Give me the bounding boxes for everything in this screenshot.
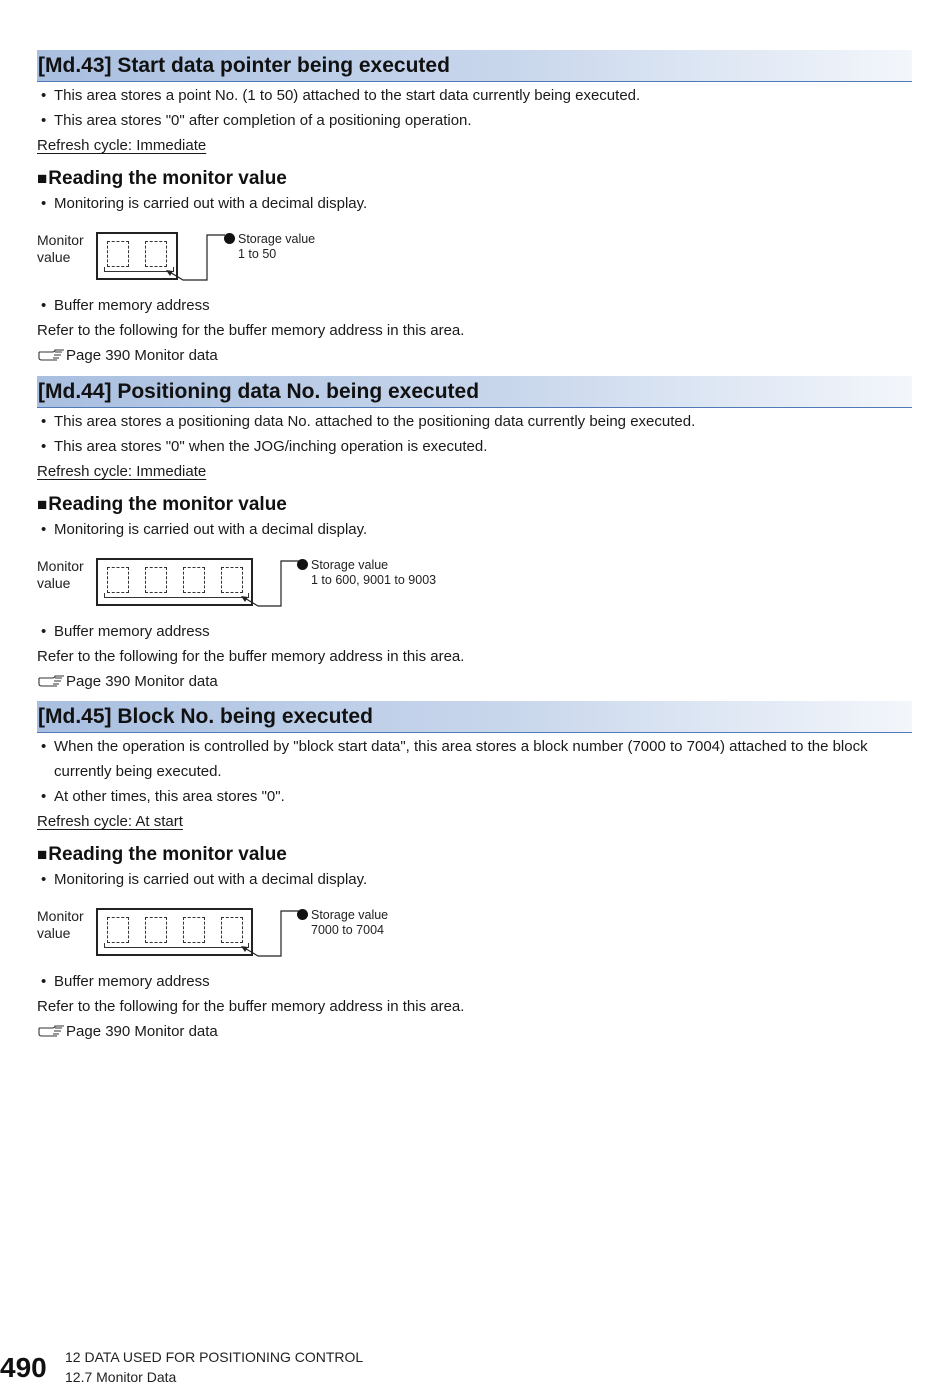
- dot-icon: [297, 559, 308, 570]
- monitor-label: Monitor value: [37, 232, 84, 265]
- list-item: • This area stores "0" when the JOG/inching operation is executed.: [37, 434, 912, 459]
- storage-info: Storage value 7000 to 7004: [297, 908, 388, 938]
- section-md45: [37, 701, 912, 1044]
- square-bullet-icon: ■: [37, 845, 48, 864]
- monitor-note: • Monitoring is carried out with a decimal display.: [37, 867, 912, 892]
- list-item: • At other times, this area stores "0".: [37, 784, 912, 809]
- section-md43: [37, 50, 912, 368]
- page-reference-link[interactable]: Page 390 Monitor data: [37, 343, 912, 368]
- section-title: [Md.44] Positioning data No. being executed: [37, 376, 912, 408]
- list-item: • This area stores a point No. (1 to 50) attached to the start data currently being executed.: [37, 83, 912, 108]
- footer-breadcrumb: [65, 1347, 363, 1387]
- refresh-cycle: Refresh cycle: At start: [37, 813, 183, 830]
- buffer-memory-item: • Buffer memory address: [37, 293, 912, 318]
- page-reference-link[interactable]: Page 390 Monitor data: [37, 669, 912, 694]
- subheading: ■Reading the monitor value: [37, 494, 287, 515]
- leader-line: [37, 556, 307, 616]
- footer-section: 12.7 Monitor Data: [65, 1369, 177, 1385]
- monitor-diagram: [37, 230, 912, 290]
- square-bullet-icon: ■: [37, 169, 48, 188]
- monitor-note: • Monitoring is carried out with a decimal display.: [37, 191, 912, 216]
- refer-text: Refer to the following for the buffer memory address in this area.: [37, 998, 465, 1015]
- list-item: • This area stores a positioning data No. attached to the positioning data currently being executed.: [37, 409, 912, 434]
- square-bullet-icon: ■: [37, 495, 48, 514]
- buffer-memory-item: • Buffer memory address: [37, 969, 912, 994]
- subheading: ■Reading the monitor value: [37, 844, 287, 865]
- monitor-diagram: [37, 556, 912, 616]
- list-item: • When the operation is controlled by "block start data", this area stores a block number (7000 to 7004) attached to the block currently being executed.: [37, 734, 912, 784]
- description-list: [37, 734, 912, 809]
- section-md44: [37, 376, 912, 694]
- description-list: [37, 409, 912, 459]
- refresh-cycle: Refresh cycle: Immediate: [37, 463, 207, 480]
- pointing-hand-icon: [38, 1023, 66, 1037]
- refer-text: Refer to the following for the buffer memory address in this area.: [37, 322, 465, 339]
- storage-info: Storage value 1 to 50: [224, 232, 315, 262]
- page-reference-link[interactable]: Page 390 Monitor data: [37, 1019, 912, 1044]
- storage-info: Storage value 1 to 600, 9001 to 9003: [297, 558, 436, 588]
- section-title: [Md.45] Block No. being executed: [37, 701, 912, 733]
- monitor-note: • Monitoring is carried out with a decimal display.: [37, 517, 912, 542]
- monitor-label: Monitor value: [37, 908, 84, 941]
- leader-line: [37, 230, 237, 290]
- monitor-diagram: [37, 906, 912, 966]
- footer-chapter: 12 DATA USED FOR POSITIONING CONTROL: [65, 1349, 364, 1365]
- pointing-hand-icon: [38, 347, 66, 361]
- buffer-memory-item: • Buffer memory address: [37, 619, 912, 644]
- monitor-label: Monitor value: [37, 558, 84, 591]
- subheading: ■Reading the monitor value: [37, 168, 287, 189]
- list-item: • This area stores "0" after completion of a positioning operation.: [37, 108, 912, 133]
- leader-line: [37, 906, 307, 966]
- pointing-hand-icon: [38, 673, 66, 687]
- dot-icon: [224, 233, 235, 244]
- page-number: 490: [0, 1352, 47, 1383]
- refer-text: Refer to the following for the buffer memory address in this area.: [37, 648, 465, 665]
- description-list: [37, 83, 912, 133]
- refresh-cycle: Refresh cycle: Immediate: [37, 137, 207, 154]
- dot-icon: [297, 909, 308, 920]
- section-title: [Md.43] Start data pointer being executed: [37, 50, 912, 82]
